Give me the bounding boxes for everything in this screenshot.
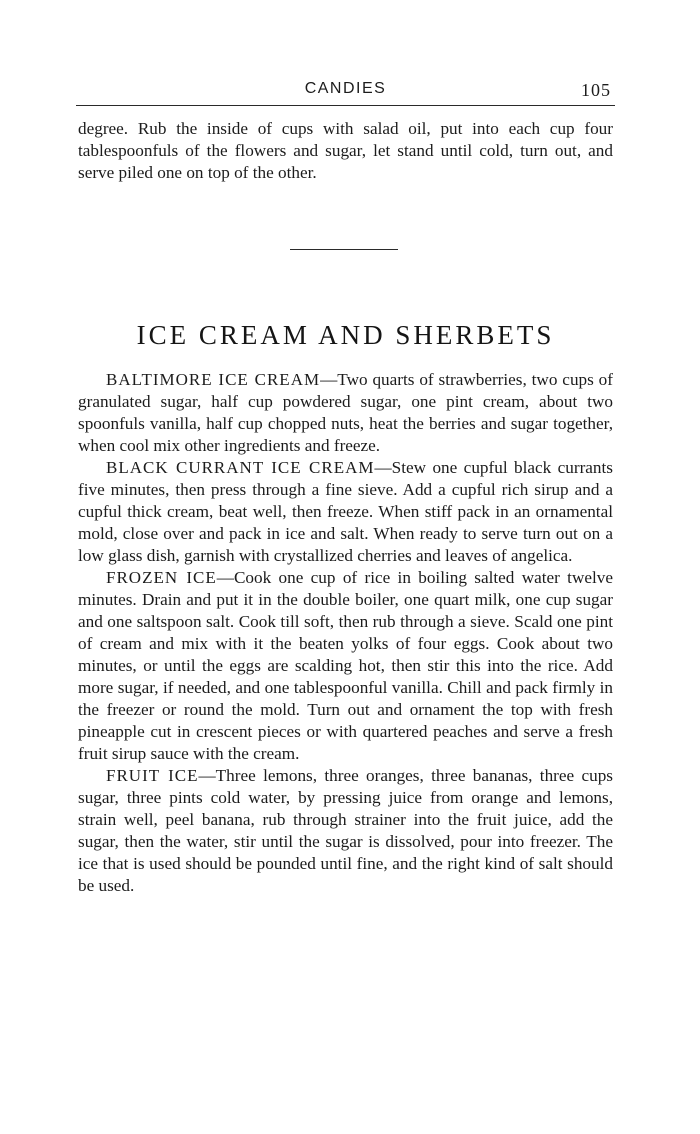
recipe-name: FRUIT ICE (106, 766, 199, 785)
section-title: ICE CREAM AND SHERBETS (136, 320, 555, 350)
recipe-text: —Three lemons, three oranges, three bananas, three cups sugar, three pints cold water, by pressing juice from orange and lemons, strain well, peel banana, rub through strainer into the fruit juice, add the sugar, then the water, stir until the sugar is dissolved, pour into freezer. The ice that is used should be pounded until fine, and the right kind of salt should be used. (78, 766, 613, 895)
header-rule (76, 105, 615, 106)
recipe-black-currant-ice-cream (78, 457, 613, 567)
recipe-list (78, 369, 613, 897)
recipe-frozen-ice (78, 567, 613, 765)
running-header (78, 80, 613, 102)
recipe-text: —Cook one cup of rice in boiling salted water twelve minutes. Drain and put it in the double boiler, one quart milk, one cup sugar and one saltspoon salt. Cook till soft, then rub through a sieve. Scald one pint of cream and mix with it the beaten yolks of four eggs. Cook about two minutes, or until the eggs are scalding hot, then stir this into the rice. Add more sugar, if needed, and one tablespoonful vanilla. Chill and pack firmly in the freezer or round the mold. Turn out and ornament the top with fresh pineapple cut in crescent pieces or with quartered peaches and serve a fresh fruit sirup sauce with the cream. (78, 568, 614, 763)
recipe-text: —Two quarts of strawberries, two cups of granulated sugar, half cup powdered sugar, one pint cream, about two spoonfuls vanilla, half cup chopped nuts, heat the berries and sugar together, when cool mix other ingredients and freeze. (78, 370, 613, 455)
recipe-text: —Stew one cupful black currants five minutes, then press through a fine sieve. Add a cupful rich sirup and a cupful thick cream, beat well, then freeze. When stiff pack in an ornamental mold, close over and pack in ice and salt. When ready to serve turn out on a low glass dish, garnish with crystallized cherries and leaves of angelica. (78, 458, 613, 565)
recipe-fruit-ice (78, 765, 613, 897)
page-number: 105 (581, 80, 611, 100)
section-divider (290, 249, 398, 250)
recipe-name: FROZEN ICE (106, 568, 217, 587)
recipe-baltimore-ice-cream (78, 369, 613, 457)
recipe-name: BLACK CURRANT ICE CREAM (106, 458, 375, 477)
carryover-paragraph: degree. Rub the inside of cups with salad oil, put into each cup four tablespoonfuls of the flowers and sugar, let stand until cold, turn out, and serve piled one on top of the other. (78, 119, 613, 182)
running-title: CANDIES (304, 80, 387, 97)
recipe-name: BALTIMORE ICE CREAM (106, 370, 321, 389)
